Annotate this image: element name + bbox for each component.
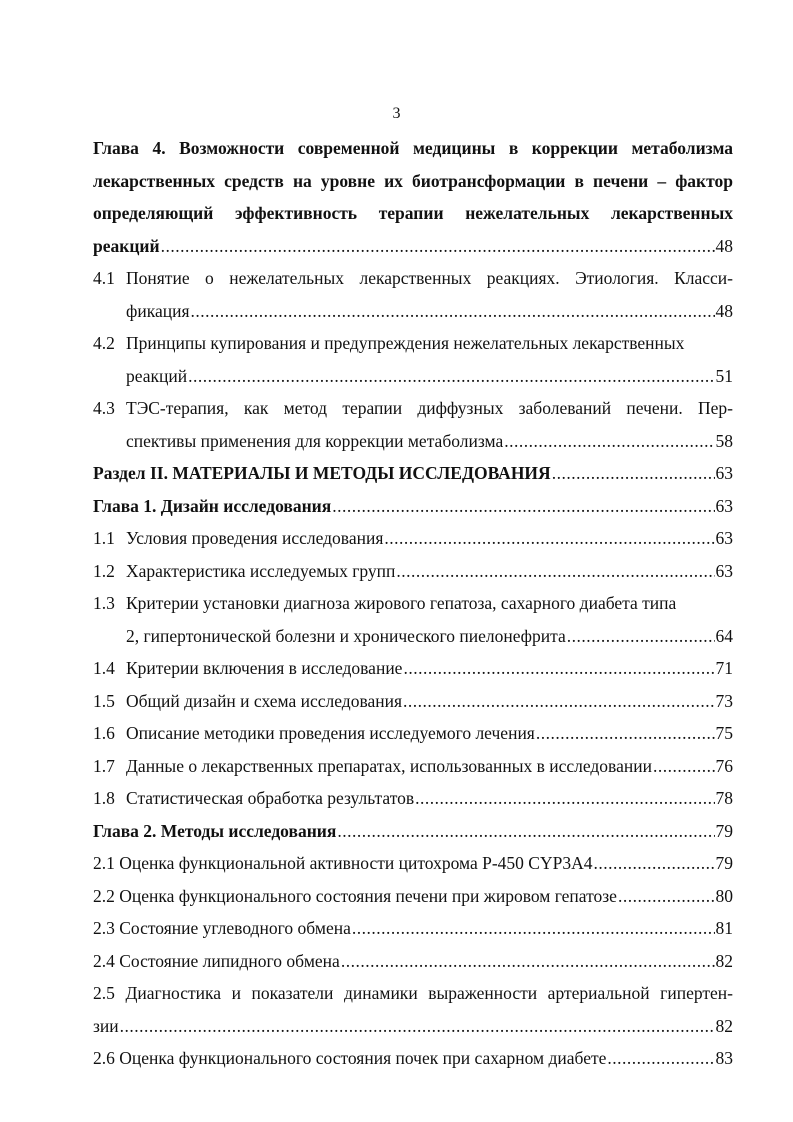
toc-chapter4-line2: лекарственных средств на уровне их биотрансформации в печени – фактор — [93, 170, 733, 191]
dot-leader — [191, 295, 715, 328]
dot-leader — [618, 880, 715, 913]
dot-leader — [653, 750, 715, 783]
toc-page-number: 79 — [715, 853, 733, 873]
dot-leader — [552, 457, 715, 490]
toc-item-1-3-line2[interactable]: 2, гипертонической болезни и хронического пиелонефрита ..... 64 — [93, 620, 733, 653]
toc-item-1-8[interactable]: 1.8 Статистическая обработка результатов ..... 78 — [93, 782, 733, 815]
toc-item-1-4[interactable]: 1.4 Критерии включения в исследование ..... 71 — [93, 652, 733, 685]
toc-item-2-6[interactable]: 2.6 Оценка функционального состояния почек при сахарном диабете ..... 83 — [93, 1042, 733, 1075]
toc-item-2-3[interactable]: 2.3 Состояние углеводного обмена ..... 81 — [93, 912, 733, 945]
toc-item-1-6[interactable]: 1.6 Описание методики проведения исследуемого лечения ..... 75 — [93, 717, 733, 750]
toc-item-4-1-line2[interactable]: фикация ..... 48 — [93, 295, 733, 328]
dot-leader — [504, 425, 714, 458]
dot-leader — [536, 717, 715, 750]
toc-page-number: 73 — [715, 690, 733, 711]
toc-item-2-4[interactable]: 2.4 Состояние липидного обмена ..... 82 — [93, 945, 733, 978]
toc-page-number: 63 — [715, 495, 733, 516]
toc-page-number: 82 — [715, 950, 733, 971]
toc-item-4-1-line1[interactable]: 4.1 Понятие о нежелательных лекарственных реакциях. Этиология. Класси- — [93, 268, 733, 288]
dot-leader — [607, 1042, 714, 1075]
toc-item-1-3-line1[interactable]: 1.3 Критерии установки диагноза жирового гепатоза, сахарного диабета типа — [93, 593, 677, 613]
toc-page-number: 80 — [715, 885, 733, 906]
dot-leader — [567, 620, 715, 653]
toc-item-2-5-line2[interactable]: зии ..... 82 — [93, 1010, 733, 1043]
dot-leader — [415, 782, 714, 815]
toc-item-1-1[interactable]: 1.1 Условия проведения исследования ..... 63 — [93, 522, 733, 555]
toc-page-number: 83 — [715, 1048, 733, 1068]
dot-leader — [120, 1010, 715, 1043]
toc-page-number: 48 — [715, 235, 733, 256]
toc-item-1-7[interactable]: 1.7 Данные о лекарственных препаратах, использованных в исследовании ..... 76 — [93, 750, 733, 783]
dot-leader — [337, 815, 714, 848]
toc-page-number: 51 — [715, 365, 733, 386]
toc-chapter1[interactable]: Глава 1. Дизайн исследования ..... 63 — [93, 490, 733, 523]
toc-chapter4-line3: определяющий эффективность терапии нежелательных лекарственных — [93, 203, 733, 223]
toc-section-2[interactable]: Раздел II. МАТЕРИАЛЫ И МЕТОДЫ ИССЛЕДОВАНИЯ ..... 63 — [93, 457, 733, 490]
toc-item-4-3-line1[interactable]: 4.3 ТЭС-терапия, как метод терапии диффузных заболеваний печени. Пер- — [93, 398, 733, 418]
toc-item-2-2[interactable]: 2.2 Оценка функционального состояния печени при жировом гепатозе ..... 80 — [93, 880, 733, 913]
dot-leader — [384, 522, 714, 555]
toc-page-number: 76 — [715, 755, 733, 776]
page-number: 3 — [392, 105, 401, 122]
toc-chapter4-line1: Глава 4. Возможности современной медицины в коррекции метаболизма — [93, 138, 733, 158]
toc-item-4-2-line2[interactable]: реакций ..... 51 — [93, 360, 733, 393]
toc-page-number: 71 — [715, 658, 733, 678]
dot-leader — [594, 847, 715, 880]
toc-chapter2[interactable]: Глава 2. Методы исследования ..... 79 — [93, 815, 733, 848]
table-of-contents — [93, 132, 733, 1075]
toc-page-number: 63 — [715, 528, 733, 548]
dot-leader — [332, 490, 714, 523]
toc-chapter4-entry[interactable]: реакций ..... 48 — [93, 230, 733, 263]
toc-page-number: 79 — [715, 820, 733, 841]
toc-page-number: 82 — [715, 1015, 733, 1036]
toc-item-4-2-line1[interactable]: 4.2 Принципы купирования и предупреждения нежелательных лекарственных — [93, 333, 685, 353]
toc-page-number: 64 — [715, 625, 733, 646]
toc-page-number: 63 — [715, 463, 733, 483]
dot-leader — [403, 652, 714, 685]
toc-item-1-5[interactable]: 1.5 Общий дизайн и схема исследования ..... 73 — [93, 685, 733, 718]
dot-leader — [341, 945, 715, 978]
toc-page-number: 81 — [715, 918, 733, 938]
dot-leader — [396, 555, 714, 588]
dot-leader — [403, 685, 714, 718]
dot-leader — [188, 360, 714, 393]
dot-leader — [352, 912, 715, 945]
dot-leader — [161, 230, 715, 263]
toc-page-number: 78 — [715, 788, 733, 808]
toc-item-4-3-line2[interactable]: спективы применения для коррекции метаболизма ..... 58 — [93, 425, 733, 458]
toc-page-number: 63 — [715, 560, 733, 581]
toc-page-number: 58 — [715, 430, 733, 451]
toc-item-2-1[interactable]: 2.1 Оценка функциональной активности цитохрома Р-450 CYP3A4 ..... 79 — [93, 847, 733, 880]
toc-page-number: 75 — [715, 723, 733, 743]
toc-item-1-2[interactable]: 1.2 Характеристика исследуемых групп ..... 63 — [93, 555, 733, 588]
toc-page-number: 48 — [715, 300, 733, 321]
toc-item-2-5-line1[interactable]: 2.5 Диагностика и показатели динамики выраженности артериальной гипертен- — [93, 983, 733, 1003]
